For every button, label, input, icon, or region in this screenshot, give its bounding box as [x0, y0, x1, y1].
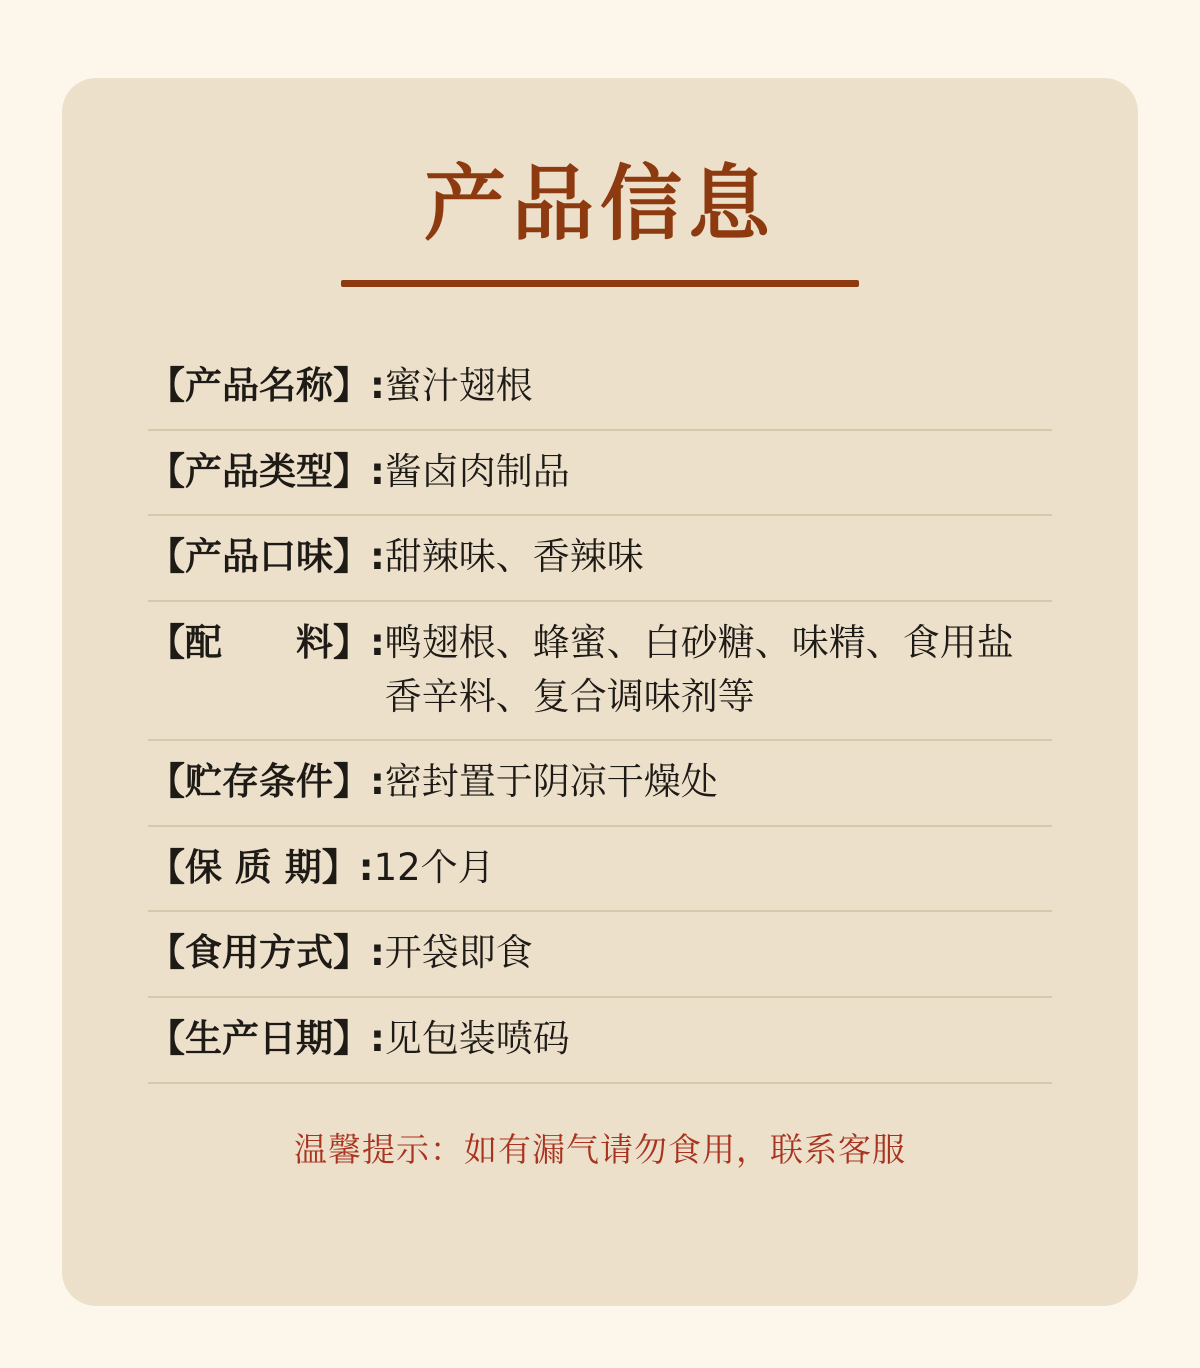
table-row [148, 345, 1052, 431]
spec-label: 【配 料】: [148, 620, 385, 664]
table-row [148, 827, 1052, 913]
product-info-card [62, 78, 1138, 1306]
spec-label: 【生产日期】: [148, 1017, 385, 1061]
table-row [148, 431, 1052, 517]
table-row [148, 912, 1052, 998]
spec-value-line2: 香辛料、复合调味剂等 [384, 674, 755, 718]
spec-value-line1: 鸭翅根、蜂蜜、白砂糖、味精、食用盐 [384, 620, 1014, 664]
table-row [148, 516, 1052, 602]
spec-value: 开袋即食 [384, 931, 533, 975]
spec-value: 见包装喷码 [384, 1017, 570, 1061]
spec-list [116, 345, 1084, 1084]
spec-value-multiline [385, 616, 1052, 723]
table-row [148, 998, 1052, 1084]
table-row [148, 741, 1052, 827]
spec-label: 【保 质 期】: [148, 845, 374, 889]
spec-value: 蜜汁翅根 [384, 364, 533, 407]
title-underline [341, 280, 859, 287]
warning-note: 温馨提示：如有漏气请勿食用，联系客服 [294, 1129, 906, 1169]
spec-value: 酱卤肉制品 [384, 449, 570, 493]
table-row [148, 602, 1052, 741]
spec-label: 【贮存条件】: [148, 760, 385, 804]
spec-value: 甜辣味、香辣味 [384, 535, 644, 579]
spec-label: 【食用方式】: [148, 931, 385, 975]
spec-label: 【产品类型】: [148, 449, 385, 493]
page-title: 产品信息 [423, 157, 776, 252]
spec-label: 【产品名称】: [148, 364, 385, 407]
title-block [116, 134, 1084, 287]
spec-label: 【产品口味】: [148, 535, 385, 579]
spec-value: 12个月 [373, 845, 495, 889]
spec-value: 密封置于阴凉干燥处 [384, 760, 718, 804]
